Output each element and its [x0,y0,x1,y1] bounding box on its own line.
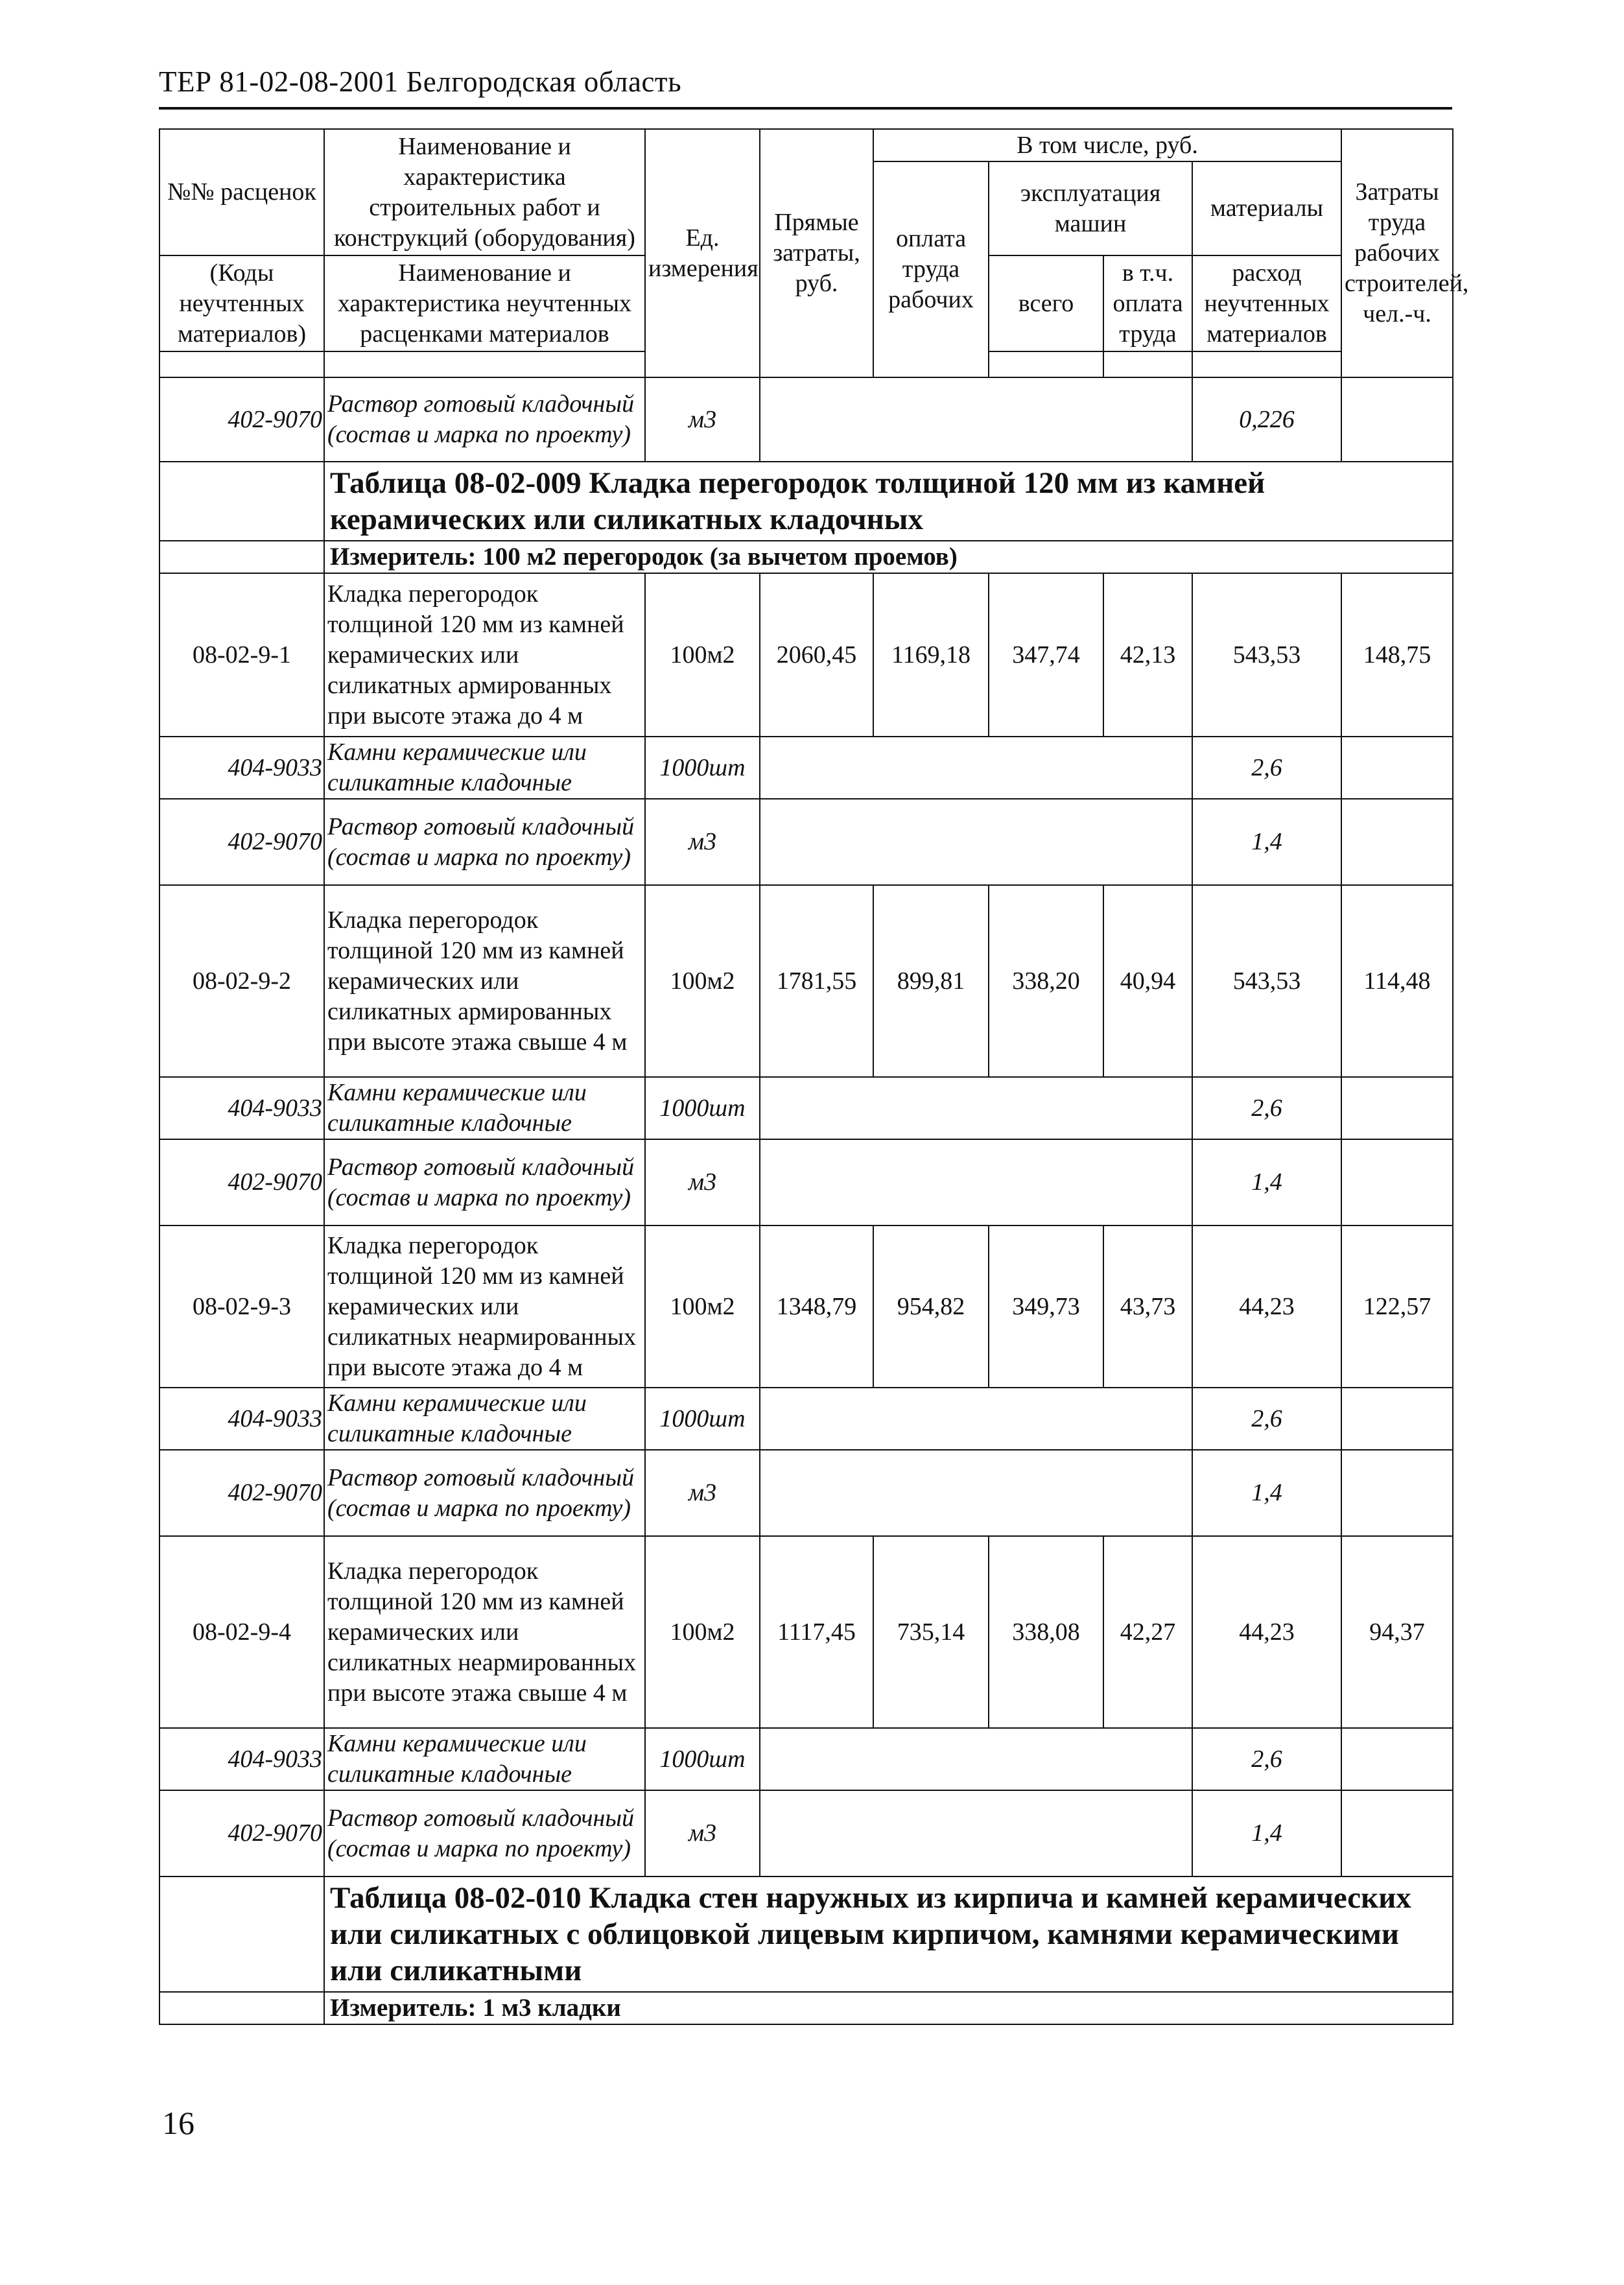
rate-row [159,573,1453,737]
header-work-name: Наименование и характеристика строительных работ и конструкций (оборудования) [324,129,645,255]
rate-code: 08-02-9-3 [159,1225,324,1388]
material-row [159,1790,1453,1877]
header-labor-costs: Затраты труда рабочих строителей, чел.-ч. [1341,129,1453,377]
material-consumption: 0,226 [1192,377,1341,462]
rate-name: Кладка перегородок толщиной 120 мм из камней керамических или силикатных армированных при высоте этажа свыше 4 м [324,885,645,1077]
header-unit: Ед. измерения [645,129,760,377]
rate-labor: 148,75 [1341,573,1453,737]
material-consumption: 2,6 [1192,1728,1341,1790]
header-materials-consumption: расход неучтенных материалов [1192,255,1341,351]
material-name: Камни керамические или силикатные кладочные [324,1728,645,1790]
material-unit: м3 [645,799,760,885]
rate-materials: 44,23 [1192,1225,1341,1388]
rate-wages: 899,81 [873,885,989,1077]
rate-code: 08-02-9-4 [159,1536,324,1728]
material-unit: 1000шт [645,1077,760,1139]
material-row [159,799,1453,885]
header-material-names: Наименование и характеристика неучтенных расценками материалов [324,255,645,351]
material-code: 402-9070 [159,1790,324,1877]
running-header: ТЕР 81-02-08-2001 Белгородская область [159,65,682,98]
rate-materials: 543,53 [1192,885,1341,1077]
rate-name: Кладка перегородок толщиной 120 мм из камней керамических или силикатных неармированных при высоте этажа свыше 4 м [324,1536,645,1728]
rate-wages: 954,82 [873,1225,989,1388]
section-meter: Измеритель: 100 м2 перегородок (за вычетом проемов) [324,541,1453,573]
rate-direct-costs: 1117,45 [760,1536,873,1728]
rate-machines-wages: 42,27 [1103,1536,1192,1728]
rate-unit: 100м2 [645,1536,760,1728]
header-materials: материалы [1192,161,1341,255]
header-machines-wages: в т.ч. оплата труда [1103,255,1192,351]
rate-machines-wages: 43,73 [1103,1225,1192,1388]
material-name: Раствор готовый кладочный (состав и марка по проекту) [324,377,645,462]
material-name: Раствор готовый кладочный (состав и марка по проекту) [324,1450,645,1536]
header-rate-number: №№ расценок [159,129,324,255]
rate-row [159,1536,1453,1728]
rate-direct-costs: 1781,55 [760,885,873,1077]
material-unit: 1000шт [645,737,760,799]
material-name: Камни керамические или силикатные кладочные [324,737,645,799]
material-consumption: 1,4 [1192,1450,1341,1536]
material-row [159,1388,1453,1450]
material-consumption: 2,6 [1192,1077,1341,1139]
material-code: 404-9033 [159,737,324,799]
material-consumption: 2,6 [1192,1388,1341,1450]
header-rule [159,107,1452,110]
material-name: Раствор готовый кладочный (состав и марка по проекту) [324,1139,645,1225]
material-code: 404-9033 [159,1728,324,1790]
rate-machines-total: 347,74 [989,573,1103,737]
header-wages: оплата труда рабочих [873,161,989,377]
material-consumption: 1,4 [1192,1790,1341,1877]
rate-materials: 44,23 [1192,1536,1341,1728]
section-title: Таблица 08-02-009 Кладка перегородок толщиной 120 мм из камней керамических или силикатных кладочных [324,462,1453,541]
rate-machines-wages: 40,94 [1103,885,1192,1077]
material-unit: м3 [645,1790,760,1877]
material-code: 402-9070 [159,377,324,462]
header-material-codes: (Коды неучтенных материалов) [159,255,324,351]
rate-name: Кладка перегородок толщиной 120 мм из камней керамических или силикатных армированных при высоте этажа до 4 м [324,573,645,737]
norms-table [159,128,1469,2025]
material-row [159,377,1453,462]
material-consumption: 2,6 [1192,737,1341,799]
rate-row [159,885,1453,1077]
material-code: 404-9033 [159,1388,324,1450]
rate-machines-total: 349,73 [989,1225,1103,1388]
material-row [159,1728,1453,1790]
rate-machines-total: 338,20 [989,885,1103,1077]
rate-wages: 1169,18 [873,573,989,737]
rate-labor: 114,48 [1341,885,1453,1077]
material-consumption: 1,4 [1192,799,1341,885]
rate-code: 08-02-9-2 [159,885,324,1077]
material-code: 402-9070 [159,799,324,885]
header-machines-total: всего [989,255,1103,351]
header-direct-costs: Прямые затраты, руб. [760,129,873,377]
material-unit: 1000шт [645,1388,760,1450]
rate-labor: 122,57 [1341,1225,1453,1388]
material-consumption: 1,4 [1192,1139,1341,1225]
rate-row [159,1225,1453,1388]
material-row [159,1139,1453,1225]
material-row [159,1450,1453,1536]
material-name: Раствор готовый кладочный (состав и марка по проекту) [324,799,645,885]
rate-unit: 100м2 [645,1225,760,1388]
material-unit: 1000шт [645,1728,760,1790]
section-meter: Измеритель: 1 м3 кладки [324,1992,1453,2024]
header-machines: эксплуатация машин [989,161,1192,255]
material-unit: м3 [645,1139,760,1225]
material-name: Камни керамические или силикатные кладочные [324,1388,645,1450]
rate-labor: 94,37 [1341,1536,1453,1728]
material-unit: м3 [645,1450,760,1536]
material-unit: м3 [645,377,760,462]
section-title: Таблица 08-02-010 Кладка стен наружных из кирпича и камней керамических или силикатных с облицовкой лицевым кирпичом, камнями керамическими или силикатными [324,1877,1453,1992]
material-code: 402-9070 [159,1139,324,1225]
rate-materials: 543,53 [1192,573,1341,737]
rate-machines-wages: 42,13 [1103,573,1192,737]
material-name: Камни керамические или силикатные кладочные [324,1077,645,1139]
material-row [159,737,1453,799]
page-number: 16 [162,2105,194,2141]
rate-name: Кладка перегородок толщиной 120 мм из камней керамических или силикатных неармированных при высоте этажа до 4 м [324,1225,645,1388]
rate-direct-costs: 1348,79 [760,1225,873,1388]
material-code: 402-9070 [159,1450,324,1536]
header-including: В том числе, руб. [873,129,1341,161]
rate-code: 08-02-9-1 [159,573,324,737]
material-name: Раствор готовый кладочный (состав и марка по проекту) [324,1790,645,1877]
rate-unit: 100м2 [645,885,760,1077]
material-code: 404-9033 [159,1077,324,1139]
rate-direct-costs: 2060,45 [760,573,873,737]
rate-wages: 735,14 [873,1536,989,1728]
rate-unit: 100м2 [645,573,760,737]
material-row [159,1077,1453,1139]
rate-machines-total: 338,08 [989,1536,1103,1728]
